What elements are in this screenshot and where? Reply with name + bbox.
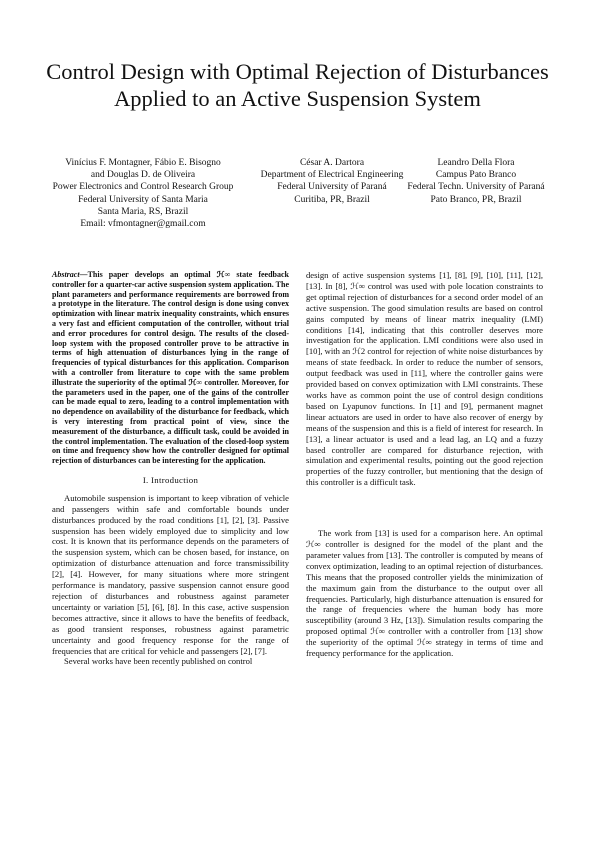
affiliation-line: Federal University of Santa Maria <box>78 194 208 205</box>
affiliation-line: Curitiba, PR, Brazil <box>294 194 370 205</box>
body-paragraph: The work from [13] is used for a comparison here. An optimal ℋ∞ controller is designed for the model of the plant and the parameter values from [13]. The controller is computed by means of convex optimization, leading to an optimal rejection of disturbances. This means that the proposed controller yields the minimization of the maximum gain from the disturbance to the output over all frequencies. Particularly, high disturbance attenuation is ensured for the range of frequencies where the human body has more susceptibility (around 3 Hz, [13]). Simulation results comparing the proposed optimal ℋ∞ controller with a controller from [13] show the superiority of the optimal ℋ∞ strategy in terms of time and frequency performance for the application. <box>306 528 543 659</box>
affiliation-line: Power Electronics and Control Research Group <box>52 182 234 193</box>
right-column <box>306 270 543 659</box>
author-group-3 <box>396 157 556 206</box>
paper-title: Control Design with Optimal Rejection of Disturbances Applied to an Active Suspension System <box>46 59 549 111</box>
left-column <box>52 270 289 667</box>
affiliation-line: Department of Electrical Engineering <box>260 170 404 181</box>
author-group-1 <box>28 157 258 230</box>
author-group-2 <box>252 157 412 206</box>
abstract-text: This paper develops an optimal ℋ∞ state feedback controller for a quarter-car active suspension system application. The plant parameters and performance requirements are borrowed from a prototype in the literature. The control design is done using convex optimization with linear matrix inequality constraints, which ensures a very fast and efficient computation of the controller, without trial and error procedures for control design. The results of the closed-loop system with the proposed controller prove to be attractive in terms of high attenuation of disturbances lying in the range of frequencies of typical disturbances for this application. Comparison with a controller from literature to cope with the same problem illustrate the superiority of the optimal ℋ∞ controller. Moreover, for the parameters used in the paper, one of the gains of the controller can be made equal to zero, leading to a control implementation with no dependence on availability of the disturbance for feedback, which is very interesting from practical point of view, since the measurement of the disturbance, a difficult task, could be avoided in the control implementation. The evaluation of the closed-loop system on time and frequency show how the controller designed for optimal rejection of disturbances can be interesting for the application. <box>52 270 289 466</box>
affiliation-line: Federal Techn. University of Paraná <box>407 182 545 193</box>
author-email: Email: vfmontagner@gmail.com <box>80 219 206 230</box>
section-heading-introduction: I. Introduction <box>142 474 199 485</box>
author-line: Vinícius F. Montagner, Fábio E. Bisogno <box>65 158 221 168</box>
abstract-label: Abstract— <box>52 270 88 279</box>
author-line: César A. Dartora <box>299 158 365 168</box>
affiliation-line: Federal University of Paraná <box>277 182 387 193</box>
affiliation-line: Santa Maria, RS, Brazil <box>97 206 189 217</box>
intro-paragraph: Automobile suspension is important to keep vibration of vehicle and passengers within safe and comfortable bounds under disturbances produced by the road conditions [1], [2], [3]. Passive suspension has been widely employed due to simplicity and low cost. It is known that its performance depends on the parameters of the suspension system, which can be chosen based, for instance, on optimization of disturbance attenuation and force transmissibility [2], [4]. However, for many situations where more stringent performance is mandatory, passive suspension cannot ensure good rejection of disturbances and robustness against parameter uncertainty or variation [5], [6], [8]. In this case, active suspension becomes attractive, since it allows to have the benefits of feedback, as good transient responses, robustness against parametric uncertainty and good frequency response for the range of frequencies that are critical for vehicle and passengers [2], [7]. <box>52 492 289 656</box>
body-paragraph: design of active suspension systems [1], [8], [9], [10], [11], [12], [13]. In [8], ℋ∞ control was used with pole location constraints to get optimal rejection of disturbances for a second order model of an active suspension. The good simulation results are based on control gains computed by means of linear matrix inequality (LMI) conditions [14], indicating that this controller deserves more investigation for the application. LMI conditions were also used in [10], with an ℋ2 control for rejection of white noise disturbances by means of state feedback. In order to reduce the number of sensors, output feedback was used in [11], where the controller gains were provided based on convex optimization with LMI constraints. These works have as common point the use of control design conditions based on Lyapunov functions. In [1] and [9], permanent magnet linear actuators are used in order to have also recover of energy by means of the suspension and this is a field of interest for research. In [13], a linear actuator is used and a lead lag, an LQ and a fuzzy based controller are compared for disturbance rejection, with simulation and experimental results, pointing out the good rejection properties of the fuzzy controller, but mentioning that the design of this controller is a difficult task. <box>306 270 543 488</box>
abstract <box>52 270 289 466</box>
intro-paragraph: Several works have been recently published on control <box>64 656 253 667</box>
column-gap <box>306 488 543 528</box>
author-line: and Douglas D. de Oliveira <box>90 170 196 181</box>
affiliation-line: Campus Pato Branco <box>435 170 517 181</box>
author-line: Leandro Della Flora <box>437 158 515 168</box>
affiliation-line: Pato Branco, PR, Brazil <box>430 194 522 205</box>
